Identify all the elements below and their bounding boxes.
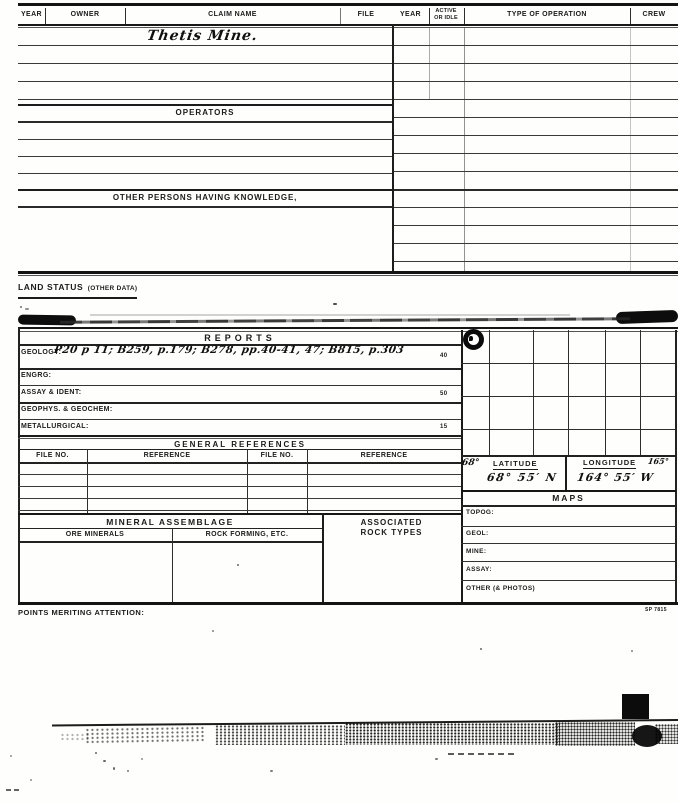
file-no-col-header-2: FILE NO. xyxy=(260,452,294,459)
form-number: SP 7815 xyxy=(645,607,667,613)
assay-margin-number: 50 xyxy=(440,391,448,397)
longitude-value: 164° 55′ W xyxy=(575,471,655,484)
engrg-label: ENGRG: xyxy=(21,372,52,379)
operators-section-header: OPERATORS xyxy=(175,108,235,117)
maps-title: MAPS xyxy=(552,493,585,503)
geology-label: GEOLOGY: xyxy=(21,349,62,356)
metallurgical-margin-number: 15 xyxy=(440,424,448,430)
location-marker-icon xyxy=(463,329,484,350)
points-meriting-attention-label: POINTS MERITING ATTENTION: xyxy=(18,608,145,617)
latitude-value: 68° 55′ N xyxy=(485,471,559,484)
general-references-title: GENERAL REFERENCES xyxy=(174,440,306,449)
latitude-label: LATITUDE xyxy=(493,459,538,468)
col-header-year2: YEAR xyxy=(399,11,422,18)
geophys-geochem-label: GEOPHYS. & GEOCHEM: xyxy=(21,406,113,413)
geology-margin-number: 40 xyxy=(440,353,448,359)
metallurgical-label: METALLURGICAL: xyxy=(21,423,89,430)
associated-rock-types-label-line1: ASSOCIATED xyxy=(360,518,423,527)
rock-forming-col-header: ROCK FORMING, ETC. xyxy=(205,531,289,538)
longitude-label: LONGITUDE xyxy=(583,458,637,467)
ore-minerals-col-header: ORE MINERALS xyxy=(65,531,125,538)
col-header-type-of-operation: TYPE OF OPERATION xyxy=(507,11,587,18)
maps-topog-label: TOPOG: xyxy=(466,509,494,516)
reference-col-header-1: REFERENCE xyxy=(143,452,191,459)
col-header-file: FILE xyxy=(357,11,375,18)
land-status-label: LAND STATUS xyxy=(18,282,84,292)
col-header-year: YEAR xyxy=(20,11,43,18)
maps-assay-label: ASSAY: xyxy=(466,566,492,573)
latitude-degree-note: 68° xyxy=(461,458,480,468)
maps-geol-label: GEOL: xyxy=(466,530,489,537)
land-status-sublabel: (OTHER DATA) xyxy=(87,285,138,292)
assay-ident-label: ASSAY & IDENT: xyxy=(21,389,82,396)
maps-mine-label: MINE: xyxy=(466,548,487,555)
land-status-section xyxy=(18,277,137,299)
mineral-assemblage-title: MINERAL ASSEMBLAGE xyxy=(106,517,234,527)
geology-value: P20 p 11; B259, p.179; B278, pp.40-41, 47; B815, p.303 xyxy=(53,344,405,356)
associated-rock-types-label-line2: ROCK TYPES xyxy=(360,528,423,537)
file-no-col-header-1: FILE NO. xyxy=(36,452,69,459)
claim-name-value: Thetis Mine. xyxy=(145,28,260,44)
col-header-active-or-idle: ACTIVE OR IDLE xyxy=(434,8,458,21)
maps-other-photos-label: OTHER (& PHOTOS) xyxy=(466,585,536,592)
col-header-crew: CREW xyxy=(642,11,666,18)
longitude-degree-note: 165° xyxy=(647,456,670,466)
reference-col-header-2: REFERENCE xyxy=(360,452,408,459)
col-header-owner: OWNER xyxy=(70,11,100,18)
reports-title: REPORTS xyxy=(204,333,276,343)
other-persons-section-header: OTHER PERSONS HAVING KNOWLEDGE, xyxy=(112,193,298,202)
col-header-claim-name: CLAIM NAME xyxy=(208,11,257,18)
